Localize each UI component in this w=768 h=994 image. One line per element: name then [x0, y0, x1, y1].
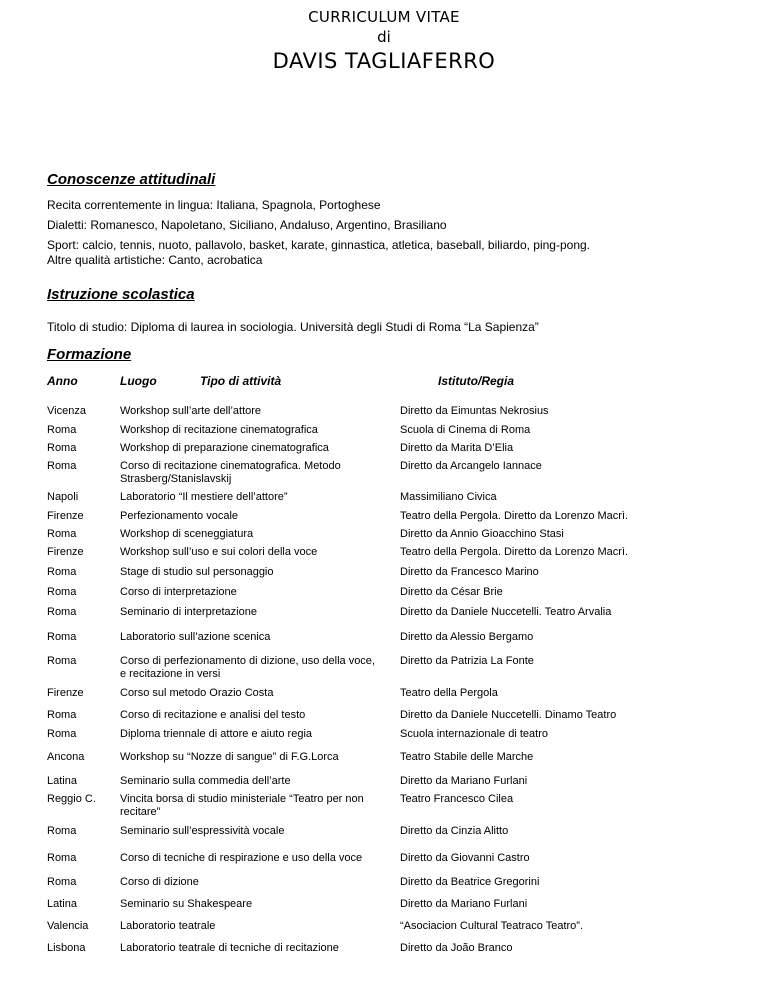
row-place: Roma: [47, 728, 77, 740]
row-activity-type: Corso di interpretazione: [120, 586, 237, 598]
conoscenze-sport: Sport: calcio, tennis, nuoto, pallavolo, basket, karate, ginnastica, atletica, baseball, biliardo, ping-pong.: [47, 238, 590, 252]
cv-person-name: DAVIS TAGLIAFERRO: [272, 49, 496, 73]
row-place: Roma: [47, 528, 77, 540]
row-institute: Diretto da Francesco Marino: [400, 566, 539, 578]
row-place: Roma: [47, 655, 77, 667]
row-institute: Teatro Stabile delle Marche: [400, 751, 534, 763]
row-activity-type: Corso di recitazione e analisi del testo: [120, 709, 306, 721]
row-activity-type: Corso sul metodo Orazio Costa: [120, 687, 274, 699]
row-place: Roma: [47, 460, 77, 472]
istruzione-text: Titolo di studio: Diploma di laurea in sociologia. Università degli Studi di Roma “La Sapienza”: [47, 320, 539, 334]
row-activity-type: Diploma triennale di attore e aiuto regia: [120, 728, 313, 740]
row-institute: Diretto da Beatrice Gregorini: [400, 876, 540, 888]
row-activity-type: Workshop di preparazione cinematografica: [120, 442, 329, 454]
row-institute: Teatro della Pergola. Diretto da Lorenzo Macrì.: [400, 546, 629, 558]
row-place: Firenze: [47, 546, 84, 558]
row-activity-type: Corso di tecniche di respirazione e uso della voce: [120, 852, 363, 864]
row-activity-type: Perfezionamento vocale: [120, 510, 239, 522]
column-header-anno: Anno: [47, 374, 78, 388]
row-institute: Teatro della Pergola. Diretto da Lorenzo Macrì.: [400, 510, 629, 522]
row-place: Roma: [47, 825, 77, 837]
row-place: Lisbona: [47, 942, 86, 954]
row-institute: Scuola internazionale di teatro: [400, 728, 548, 740]
row-activity-type: Seminario sull’espressività vocale: [120, 825, 285, 837]
row-place: Firenze: [47, 687, 84, 699]
row-institute: Diretto da Marita D’Elia: [400, 442, 514, 454]
cv-title-di: di: [377, 28, 391, 46]
row-activity-type: Corso di dizione: [120, 876, 199, 888]
row-institute: Scuola di Cinema di Roma: [400, 424, 531, 436]
row-place: Roma: [47, 566, 77, 578]
row-place: Reggio C.: [47, 793, 96, 805]
row-place: Latina: [47, 775, 77, 787]
row-activity-type: Corso di recitazione cinematografica. Metodo Strasberg/Stanislavskij: [120, 460, 341, 485]
row-institute: Massimiliano Civica: [400, 491, 497, 503]
cv-title: CURRICULUM VITAE: [308, 8, 460, 26]
row-institute: Diretto da Giovanni Castro: [400, 852, 530, 864]
row-activity-type: Vincita borsa di studio ministeriale “Teatro per non recitare”: [120, 793, 364, 818]
row-activity-type: Laboratorio sull’azione scenica: [120, 631, 271, 643]
row-place: Roma: [47, 442, 77, 454]
row-institute: Diretto da Patrizia La Fonte: [400, 655, 534, 667]
row-place: Ancona: [47, 751, 85, 763]
column-header-tipo: Tipo di attività: [200, 374, 282, 388]
row-place: Roma: [47, 876, 77, 888]
row-place: Roma: [47, 424, 77, 436]
row-activity-type: Workshop su “Nozze di sangue” di F.G.Lorca: [120, 751, 339, 763]
row-activity-type: Workshop di sceneggiatura: [120, 528, 254, 540]
conoscenze-altre: Altre qualità artistiche: Canto, acrobatica: [47, 253, 263, 267]
row-institute: Diretto da Alessio Bergamo: [400, 631, 534, 643]
row-place: Roma: [47, 631, 77, 643]
column-header-istituto: Istituto/Regia: [438, 374, 515, 388]
row-place: Roma: [47, 586, 77, 598]
row-activity-type: Corso di perfezionamento di dizione, uso della voce, e recitazione in versi: [120, 655, 375, 680]
row-institute: Diretto da Mariano Furlani: [400, 898, 528, 910]
row-place: Valencia: [47, 920, 89, 932]
row-place: Roma: [47, 606, 77, 618]
row-activity-type: Laboratorio teatrale: [120, 920, 216, 932]
section-title-conoscenze: Conoscenze attitudinali: [47, 171, 216, 188]
row-institute: Teatro Francesco Cilea: [400, 793, 514, 805]
row-activity-type: Seminario sulla commedia dell’arte: [120, 775, 291, 787]
row-institute: Diretto da Daniele Nuccetelli. Teatro Arvalia: [400, 606, 612, 618]
row-institute: Diretto da Daniele Nuccetelli. Dinamo Teatro: [400, 709, 617, 721]
row-activity-type: Workshop sull’uso e sui colori della voce: [120, 546, 318, 558]
column-header-luogo: Luogo: [120, 374, 157, 388]
row-activity-type: Stage di studio sul personaggio: [120, 566, 274, 578]
section-title-formazione: Formazione: [47, 346, 132, 363]
row-institute: Diretto da Arcangelo Iannace: [400, 460, 542, 472]
row-institute: Diretto da César Brie: [400, 586, 503, 598]
row-activity-type: Laboratorio teatrale di tecniche di recitazione: [120, 942, 339, 954]
conoscenze-dialetti: Dialetti: Romanesco, Napoletano, Siciliano, Andaluso, Argentino, Brasiliano: [47, 218, 447, 232]
row-place: Roma: [47, 709, 77, 721]
row-place: Vicenza: [47, 405, 86, 417]
row-institute: Diretto da João Branco: [400, 942, 513, 954]
row-activity-type: Seminario su Shakespeare: [120, 898, 253, 910]
row-institute: Diretto da Mariano Furlani: [400, 775, 528, 787]
row-activity-type: Workshop di recitazione cinematografica: [120, 424, 318, 436]
section-title-istruzione: Istruzione scolastica: [47, 286, 195, 303]
row-activity-type: Workshop sull’arte dell’attore: [120, 405, 262, 417]
row-activity-type: Laboratorio “Il mestiere dell’attore”: [120, 491, 288, 503]
row-place: Latina: [47, 898, 77, 910]
row-institute: Diretto da Eimuntas Nekrosius: [400, 405, 549, 417]
row-activity-type: Seminario di interpretazione: [120, 606, 257, 618]
row-institute: Teatro della Pergola: [400, 687, 498, 699]
row-institute: “Asociacion Cultural Teatraco Teatro”.: [400, 920, 584, 932]
row-place: Napoli: [47, 491, 79, 503]
conoscenze-lingue: Recita correntemente in lingua: Italiana, Spagnola, Portoghese: [47, 198, 381, 212]
row-place: Roma: [47, 852, 77, 864]
row-institute: Diretto da Cinzia Alitto: [400, 825, 509, 837]
row-institute: Diretto da Annio Gioacchino Stasi: [400, 528, 564, 540]
row-place: Firenze: [47, 510, 84, 522]
